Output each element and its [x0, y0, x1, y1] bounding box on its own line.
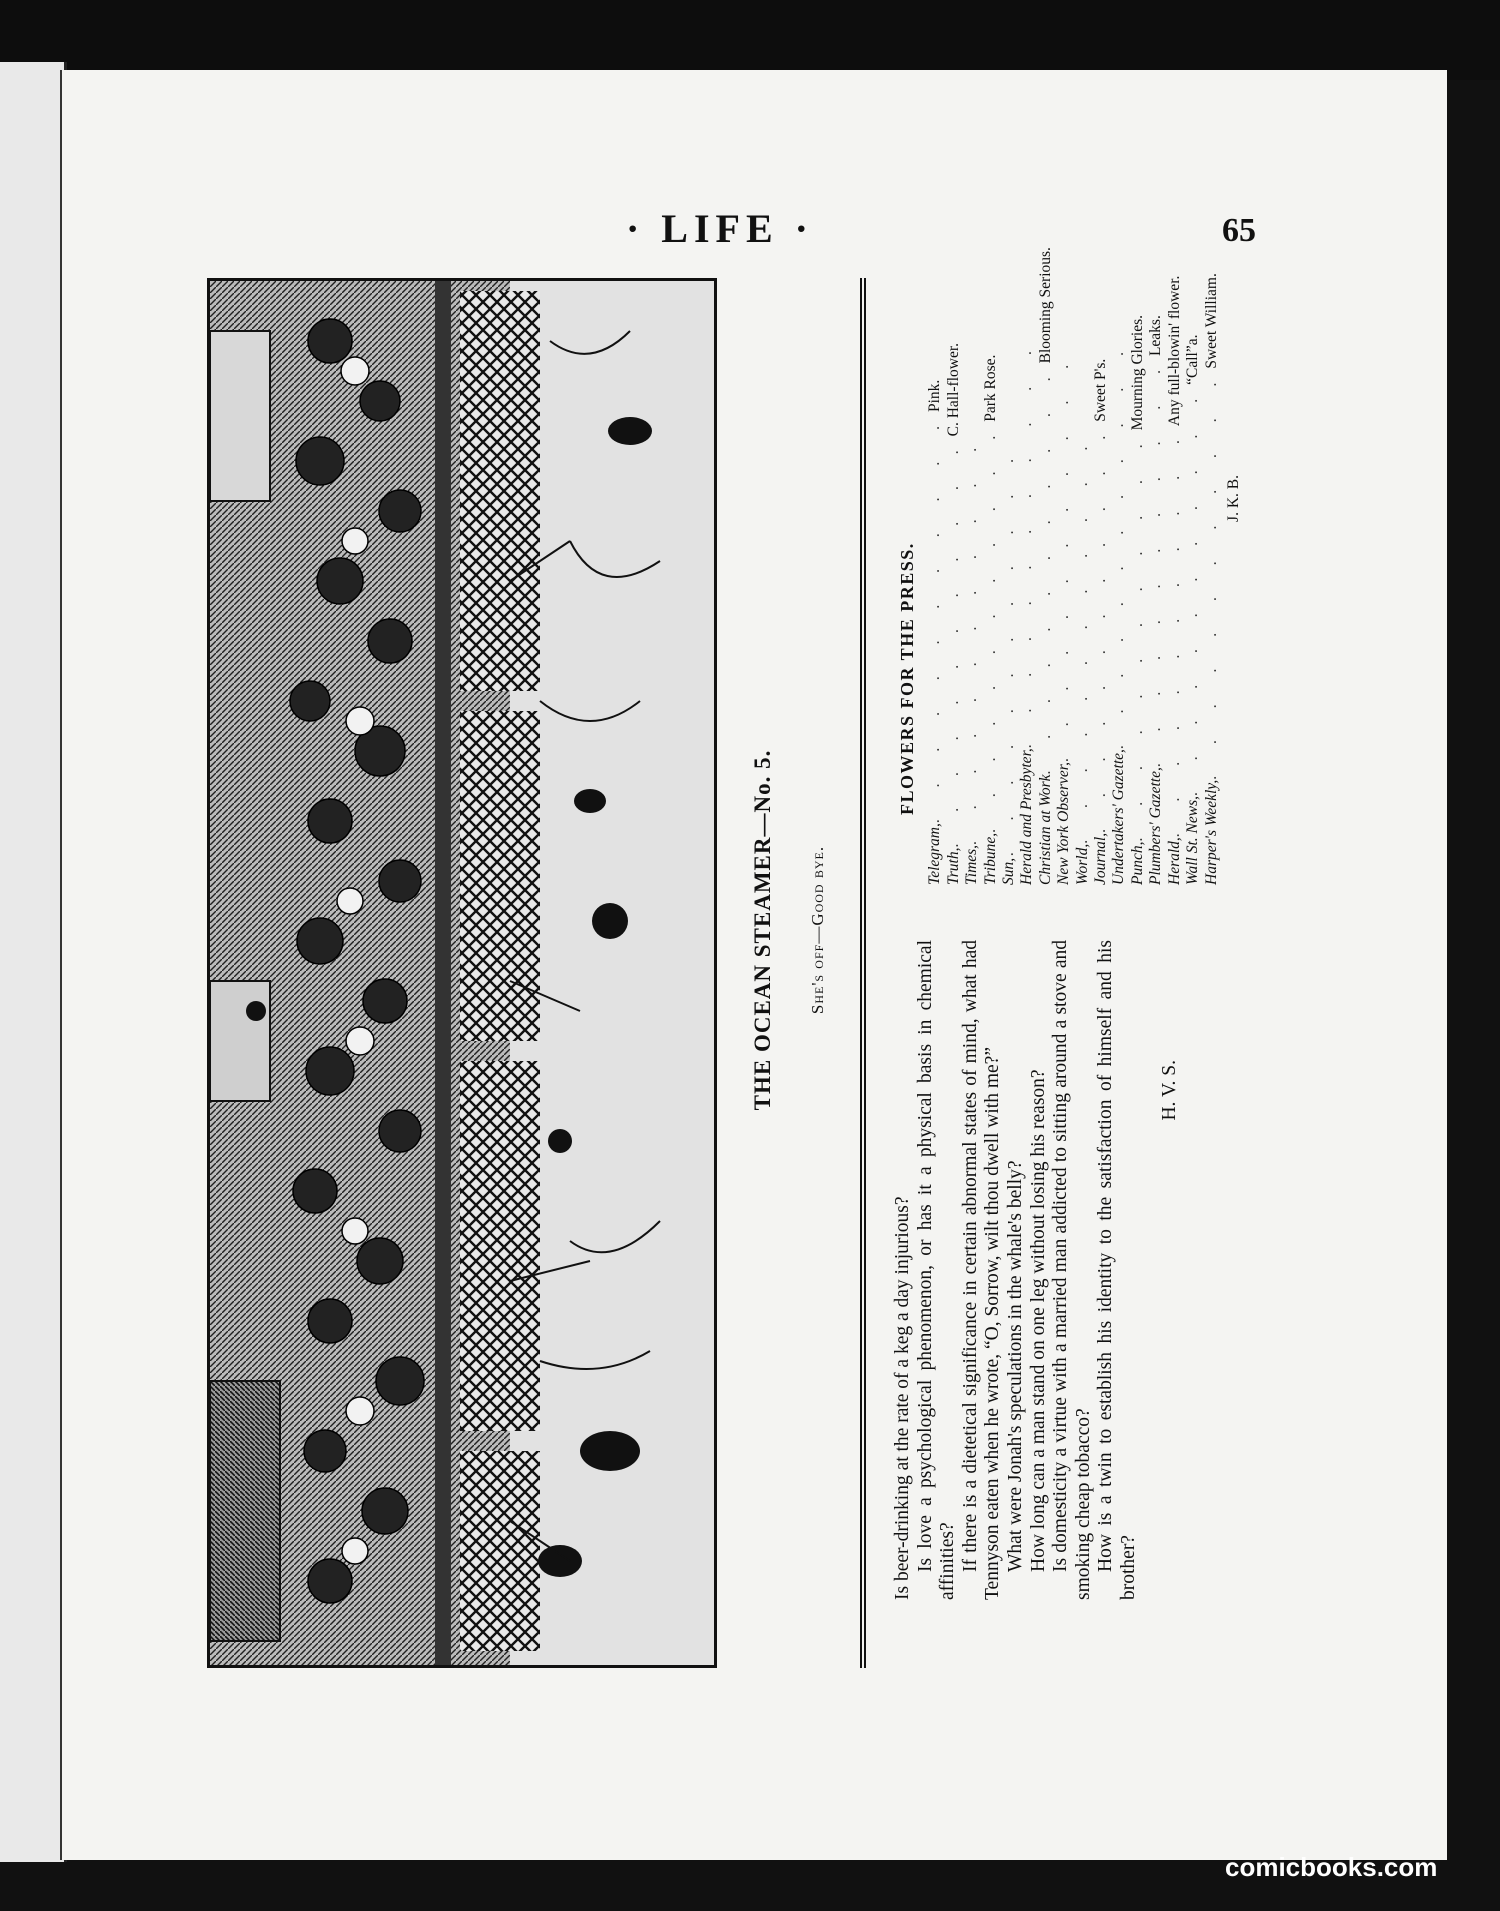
publication-name: Herald,: [1165, 837, 1183, 885]
leader-dots: . . . . . . . . . . . .: [1110, 337, 1128, 750]
leader-dots: . . . . . . . . . . . .: [1055, 350, 1073, 762]
flowers-list: [926, 247, 1221, 885]
publication-name: Harper's Weekly,: [1202, 779, 1220, 885]
poem-line: How long can a man stand on one leg without losing his reason?: [1027, 1069, 1049, 1572]
publication-name: Plumbers' Gazette,: [1147, 767, 1165, 885]
flowers-row: [1055, 350, 1073, 885]
flowers-row: [963, 433, 981, 885]
flower-name: Sweet William.: [1202, 273, 1220, 369]
publication-name: Truth,: [944, 847, 962, 885]
poem-line: Is beer-drinking at the rate of a keg a day injurious?: [892, 1196, 913, 1600]
publication-name: Tribune,: [981, 832, 999, 885]
publication-name: New York Observer,: [1055, 761, 1073, 885]
flowers-row: [1000, 445, 1018, 885]
facing-page-edge: [0, 62, 67, 1862]
flower-name: Park Rose.: [981, 354, 999, 422]
leader-dots: . . . . . . . . . . . .: [1128, 430, 1146, 842]
illustration-caption-subtitle: She's off—Good bye.: [808, 845, 827, 1015]
flower-name: Mourning Glories.: [1128, 315, 1146, 431]
flower-name: Leaks.: [1147, 315, 1165, 357]
flowers-row: [1036, 247, 1055, 885]
scan-border-top: [0, 0, 1500, 80]
poem-signature: H. V. S.: [1158, 1060, 1180, 1121]
poem-line: Is love a psychological phenomenon, or has it a physical basis in chemical affinities?: [914, 940, 959, 1600]
flower-name: Any full-blowin' flower.: [1165, 275, 1183, 427]
publication-name: Christian at Work: [1036, 774, 1054, 885]
poem-line: If there is a dietetical significance in certain abnormal states of mind, what had Tennyson eaten when he wrote, “O, Sorrow, wilt thou dwell with me?”: [959, 940, 1004, 1600]
leader-dots: . . . . . . . . . . . .: [1036, 363, 1054, 775]
publication-name: Telegram,: [926, 823, 944, 885]
column-divider: [860, 278, 866, 1668]
leader-dots: . . . . . . . . . . . .: [1092, 421, 1110, 833]
flower-name: Blooming Serious.: [1036, 247, 1054, 364]
leader-dots: . . . . . . . . . . . .: [926, 412, 944, 824]
leader-dots: . . . . . . . . . . . .: [981, 421, 999, 833]
flowers-row: [926, 379, 944, 885]
publication-name: Journal,: [1092, 832, 1110, 885]
illustration-drawing: [210, 281, 714, 1665]
poem-line: What were Jonah's speculations in the whale's belly?: [1004, 1160, 1026, 1572]
publication-name: Herald and Presbyter,: [1018, 748, 1036, 885]
leader-dots: . . . . . . . . . . . .: [1184, 384, 1202, 796]
flowers-signature: J. K. B.: [1224, 475, 1242, 522]
flowers-row: [1147, 315, 1165, 885]
leader-dots: . . . . . . . . . . . .: [1018, 337, 1036, 749]
leader-dots: . . . . . . . . . . . .: [944, 436, 962, 848]
flower-name: C. Hall-flower.: [944, 342, 962, 437]
poem-line: How is a twin to establish his identity to the satisfaction of himself and his brother?: [1095, 940, 1139, 1600]
page-number: 65: [1222, 212, 1256, 249]
flowers-row: [1073, 432, 1092, 885]
leader-dots: . . . . . . . . . . . .: [1000, 445, 1018, 857]
publication-name: Wall St. News,: [1184, 796, 1202, 885]
watermark: comicbooks.com: [1225, 1852, 1438, 1882]
questions-poem: [892, 940, 1181, 1600]
flowers-row: [1202, 273, 1221, 885]
leader-dots: . . . . . . . . . . . .: [963, 433, 981, 845]
illustration-caption-title: THE OCEAN STEAMER—No. 5.: [750, 749, 775, 1111]
flowers-row: [1092, 358, 1110, 885]
flowers-row: [1110, 337, 1128, 885]
publication-name: Punch,: [1128, 841, 1146, 885]
leader-dots: . . . . . . . . . . . .: [1073, 432, 1091, 844]
flowers-title: FLOWERS FOR THE PRESS.: [897, 542, 917, 815]
flower-name: “Call”a.: [1184, 334, 1202, 385]
flowers-row: [944, 342, 963, 885]
flower-name: Pink.: [926, 379, 944, 412]
ocean-steamer-illustration: [207, 278, 717, 1668]
poem-line: Is domesticity a virtue with a married man addicted to sitting around a stove and smoking cheap tobacco?: [1050, 940, 1094, 1600]
publication-name: Undertakers' Gazette,: [1110, 749, 1128, 885]
page-header-title: · LIFE ·: [625, 206, 815, 251]
flower-name: Sweet P's.: [1092, 358, 1110, 422]
leader-dots: . . . . . . . . . . . .: [1147, 356, 1165, 768]
flowers-row: [1184, 334, 1202, 885]
flowers-row: [1018, 337, 1036, 885]
publication-name: Times,: [963, 844, 981, 885]
publication-name: Sun,: [1000, 857, 1018, 885]
flowers-for-the-press: [897, 247, 1243, 885]
leader-dots: . . . . . . . . . . . .: [1202, 368, 1220, 780]
publication-name: World,: [1073, 843, 1091, 885]
flowers-row: [1165, 275, 1184, 885]
flowers-row: [1128, 315, 1147, 885]
flowers-row: [981, 354, 1000, 885]
leader-dots: . . . . . . . . . . . .: [1165, 426, 1183, 838]
